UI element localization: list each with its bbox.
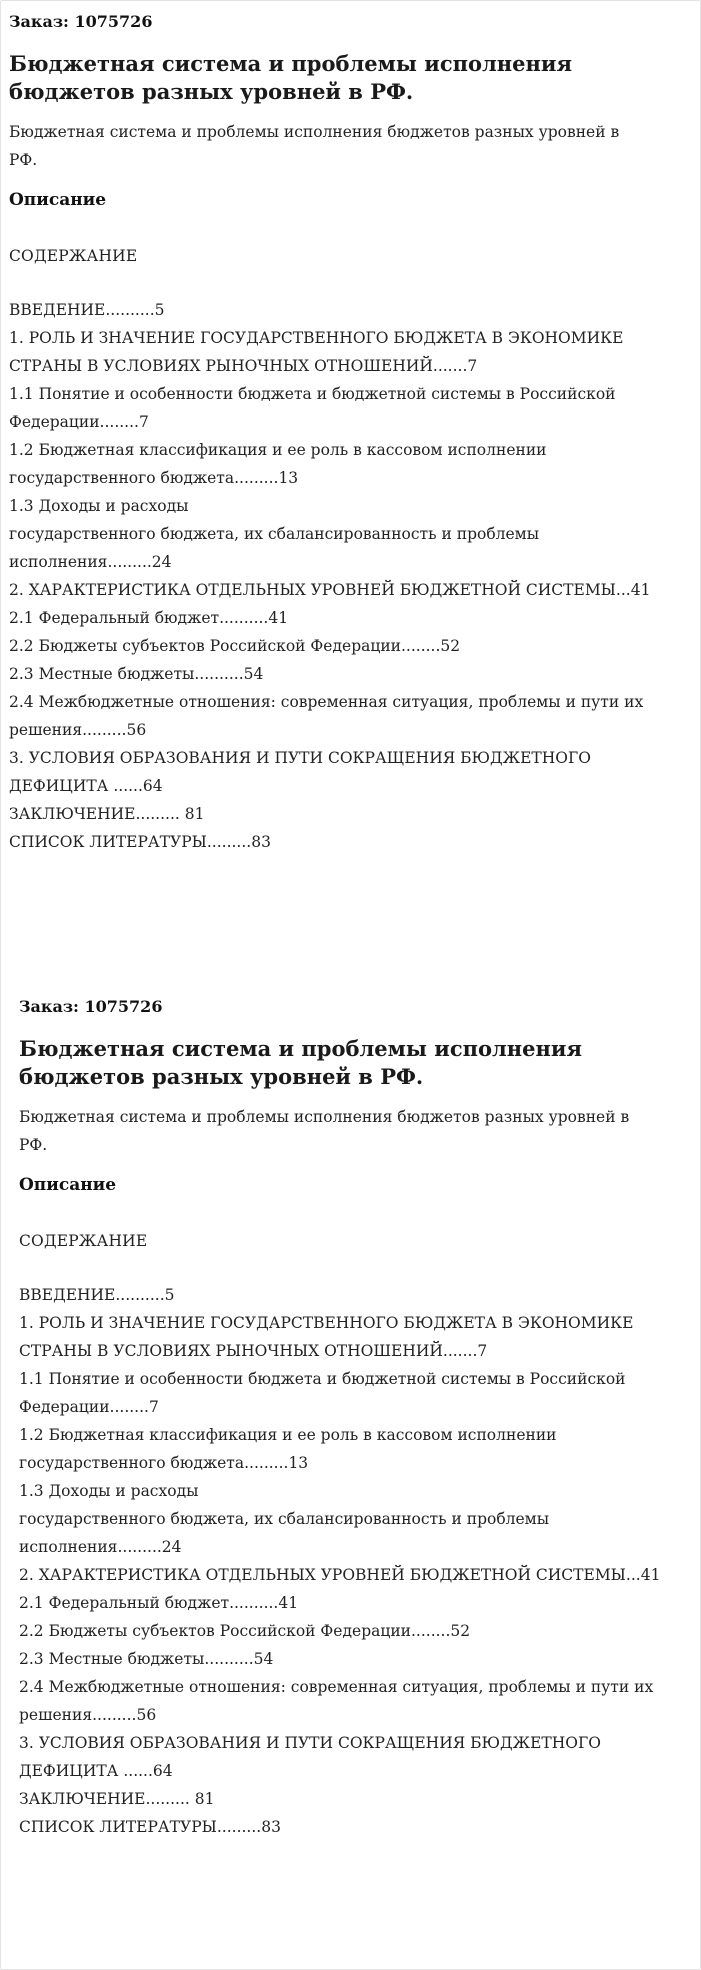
toc-entry: 1.1 Понятие и особенности бюджета и бюджетной системы в Российской Федерации........7	[19, 1370, 626, 1416]
toc-entry: 1. РОЛЬ И ЗНАЧЕНИЕ ГОСУДАРСТВЕННОГО БЮДЖЕТА В ЭКОНОМИКЕ СТРАНЫ В УСЛОВИЯХ РЫНОЧНЫХ ОТНОШЕНИЙ.......7	[19, 1314, 634, 1360]
toc-entry: 2. ХАРАКТЕРИСТИКА ОТДЕЛЬНЫХ УРОВНЕЙ БЮДЖЕТНОЙ СИСТЕМЫ...41	[9, 581, 651, 599]
document-subtitle: Бюджетная система и проблемы исполнения бюджетов разных уровней в РФ.	[9, 123, 620, 169]
document-title: Бюджетная система и проблемы исполнения бюджетов разных уровней в РФ.	[9, 51, 573, 104]
toc-entry: 1.1 Понятие и особенности бюджета и бюджетной системы в Российской Федерации........7	[9, 385, 616, 431]
toc-heading: СОДЕРЖАНИЕ	[9, 247, 138, 265]
toc-entry: ЗАКЛЮЧЕНИЕ......... 81	[9, 805, 205, 823]
toc-entry: ВВЕДЕНИЕ..........5	[9, 301, 165, 319]
toc-entry: 2.2 Бюджеты субъектов Российской Федерации........52	[19, 1622, 471, 1640]
toc-entry: СПИСОК ЛИТЕРАТУРЫ.........83	[9, 833, 271, 851]
toc-entry: 2.1 Федеральный бюджет..........41	[9, 609, 289, 627]
toc-entry: 2. ХАРАКТЕРИСТИКА ОТДЕЛЬНЫХ УРОВНЕЙ БЮДЖЕТНОЙ СИСТЕМЫ...41	[19, 1566, 661, 1584]
toc-entry: 3. УСЛОВИЯ ОБРАЗОВАНИЯ И ПУТИ СОКРАЩЕНИЯ БЮДЖЕТНОГО ДЕФИЦИТА ......64	[9, 749, 591, 795]
toc-entry: ЗАКЛЮЧЕНИЕ......... 81	[19, 1790, 215, 1808]
toc-entry: 2.4 Межбюджетные отношения: современная ситуация, проблемы и пути их решения.........56	[19, 1678, 654, 1724]
order-number: Заказ: 1075726	[9, 12, 153, 31]
document-title: Бюджетная система и проблемы исполнения бюджетов разных уровней в РФ.	[19, 1036, 583, 1089]
description-heading: Описание	[9, 190, 107, 210]
toc-heading: СОДЕРЖАНИЕ	[19, 1232, 148, 1250]
toc-entry: 1.2 Бюджетная классификация и ее роль в кассовом исполнении государственного бюджета.........13	[19, 1426, 557, 1472]
toc-entry: СПИСОК ЛИТЕРАТУРЫ.........83	[19, 1818, 281, 1836]
table-of-contents	[9, 296, 689, 856]
toc-entry: 1.3 Доходы и расходы государственного бюджета, их сбалансированность и проблемы исполнения.........24	[9, 497, 540, 571]
toc-entry: 3. УСЛОВИЯ ОБРАЗОВАНИЯ И ПУТИ СОКРАЩЕНИЯ БЮДЖЕТНОГО ДЕФИЦИТА ......64	[19, 1734, 601, 1780]
description-heading: Описание	[19, 1175, 117, 1195]
document-subtitle: Бюджетная система и проблемы исполнения бюджетов разных уровней в РФ.	[19, 1108, 630, 1154]
order-card-first	[0, 0, 701, 856]
toc-entry: 1. РОЛЬ И ЗНАЧЕНИЕ ГОСУДАРСТВЕННОГО БЮДЖЕТА В ЭКОНОМИКЕ СТРАНЫ В УСЛОВИЯХ РЫНОЧНЫХ ОТНОШЕНИЙ.......7	[9, 329, 624, 375]
toc-entry: 2.2 Бюджеты субъектов Российской Федерации........52	[9, 637, 461, 655]
toc-entry: 1.3 Доходы и расходы государственного бюджета, их сбалансированность и проблемы исполнения.........24	[19, 1482, 550, 1556]
table-of-contents	[19, 1281, 689, 1841]
order-card-second	[0, 985, 701, 1841]
toc-entry: 1.2 Бюджетная классификация и ее роль в кассовом исполнении государственного бюджета.........13	[9, 441, 547, 487]
order-number: Заказ: 1075726	[19, 997, 163, 1016]
toc-entry: ВВЕДЕНИЕ..........5	[19, 1286, 175, 1304]
toc-entry: 2.3 Местные бюджеты..........54	[9, 665, 264, 683]
toc-entry: 2.3 Местные бюджеты..........54	[19, 1650, 274, 1668]
toc-entry: 2.4 Межбюджетные отношения: современная ситуация, проблемы и пути их решения.........56	[9, 693, 644, 739]
toc-entry: 2.1 Федеральный бюджет..........41	[19, 1594, 299, 1612]
